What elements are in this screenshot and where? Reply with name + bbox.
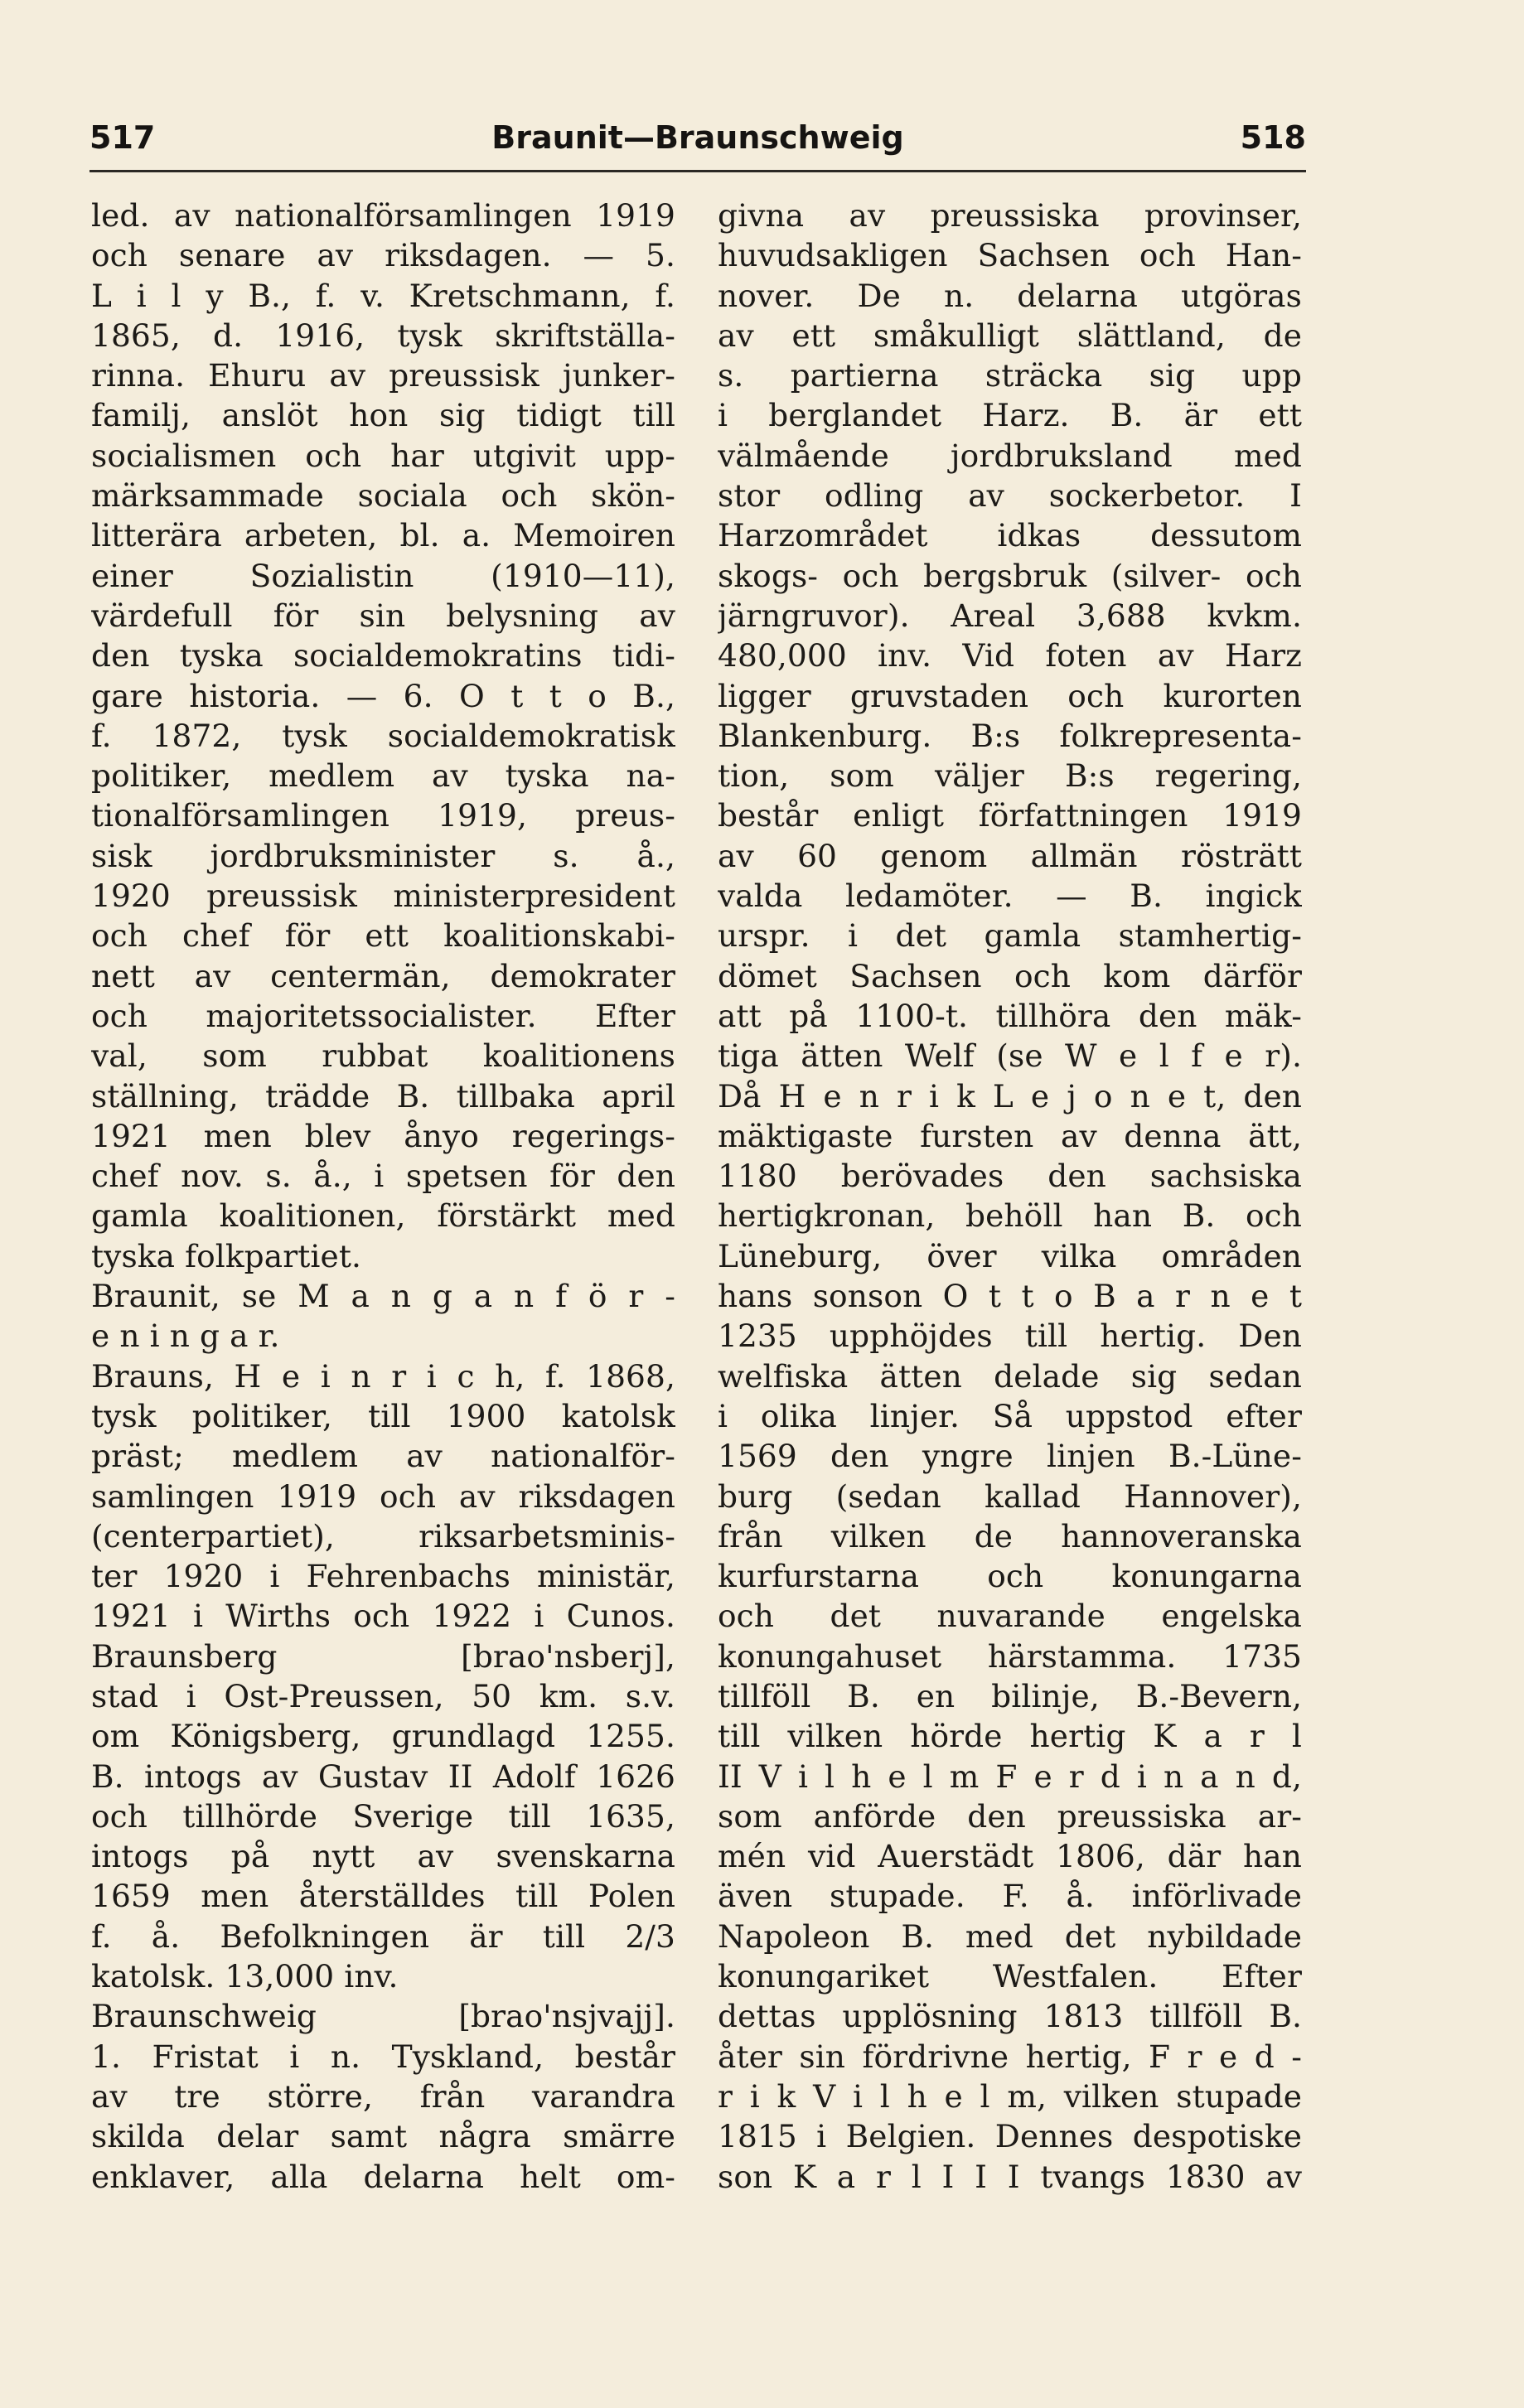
right-column-line: son K a r l I I I tvangs 1830 av (718, 2158, 1302, 2195)
right-column-line: stor odling av sockerbetor. I (718, 477, 1302, 515)
right-column-line: som anförde den preussiska ar- (718, 1797, 1302, 1835)
right-column-line: 1235 upphöjdes till hertig. Den (718, 1318, 1302, 1355)
right-column-line: 1569 den yngre linjen B.-Lüne- (718, 1438, 1302, 1475)
right-column-line: från vilken de hannoveranska (718, 1517, 1302, 1555)
left-column-line: einer Sozialistin (1910—11), (91, 557, 675, 594)
left-column-line: Braunit, se M a n g a n f ö r - (91, 1278, 675, 1315)
right-column-line: Harzområdet idkas dessutom (718, 517, 1302, 554)
left-column-line: rinna. Ehuru av preussisk junker- (91, 357, 675, 394)
left-column-line: intogs på nytt av svenskarna (91, 1838, 675, 1875)
right-column-line: mäktigaste fursten av denna ätt, (718, 1117, 1302, 1154)
right-column-line: konungahuset härstamma. 1735 (718, 1637, 1302, 1675)
right-column-line: dettas upplösning 1813 tillföll B. (718, 1998, 1302, 2035)
left-column-line: familj, anslöt hon sig tidigt till (91, 397, 675, 434)
right-column (718, 196, 1302, 2197)
right-column-line: järngruvor). Areal 3,688 kvkm. (718, 597, 1302, 634)
right-column-line: welfiska ätten delade sig sedan (718, 1357, 1302, 1395)
left-column-line: 1865, d. 1916, tysk skriftställa- (91, 317, 675, 354)
right-column-line: består enligt författningen 1919 (718, 797, 1302, 834)
right-column-line: mén vid Auerstädt 1806, där han (718, 1838, 1302, 1875)
right-column-line: att på 1100-t. tillhöra den mäk- (718, 997, 1302, 1034)
right-column-line: burg (sedan kallad Hannover), (718, 1477, 1302, 1515)
left-column-line: och senare av riksdagen. — 5. (91, 237, 675, 274)
right-column-line: ligger gruvstaden och kurorten (718, 677, 1302, 714)
left-column-line: om Königsberg, grundlagd 1255. (91, 1718, 675, 1755)
left-column-line: värdefull för sin belysning av (91, 597, 675, 634)
right-column-line: av ett småkulligt slättland, de (718, 317, 1302, 354)
left-column-line: katolsk. 13,000 inv. (91, 1958, 399, 1995)
left-column-line: sisk jordbruksminister s. å., (91, 837, 675, 874)
left-column-line: politiker, medlem av tyska na- (91, 757, 675, 795)
right-column-line: dömet Sachsen och kom därför (718, 957, 1302, 994)
left-column-line: och chef för ett koalitionskabi- (91, 917, 675, 955)
left-column-line: tionalförsamlingen 1919, preus- (91, 797, 675, 834)
right-column-line: 480,000 inv. Vid foten av Harz (718, 637, 1302, 675)
right-column-line: Blankenburg. B:s folkrepresenta- (718, 717, 1302, 754)
left-page-number: 517 (90, 119, 156, 156)
right-column-line: även stupade. F. å. införlivade (718, 1878, 1302, 1915)
left-column-line: B. intogs av Gustav II Adolf 1626 (91, 1758, 675, 1795)
left-column-line: gare historia. — 6. O t t o B., (91, 677, 675, 714)
right-column-line: tion, som väljer B:s regering, (718, 757, 1302, 795)
left-column-line: samlingen 1919 och av riksdagen (91, 1477, 675, 1515)
right-column-line: 1815 i Belgien. Dennes despotiske (718, 2118, 1302, 2155)
right-column-line: av 60 genom allmän rösträtt (718, 837, 1302, 874)
left-column-line: skilda delar samt några smärre (91, 2118, 675, 2155)
right-column-line: i berglandet Harz. B. är ett (718, 397, 1302, 434)
left-column-line: litterära arbeten, bl. a. Memoiren (91, 517, 675, 554)
left-column (91, 196, 675, 2197)
left-column-line: präst; medlem av nationalför- (91, 1438, 675, 1475)
left-column-line: e n i n g a r. (91, 1318, 280, 1355)
left-column-line: 1921 i Wirths och 1922 i Cunos. (91, 1598, 675, 1635)
right-column-line: II V i l h e l m F e r d i n a n d, (718, 1758, 1302, 1795)
left-column-line: 1659 men återställdes till Polen (91, 1878, 675, 1915)
left-column-line: av tre större, från varandra (91, 2077, 675, 2115)
left-column-line: f. 1872, tysk socialdemokratisk (91, 717, 675, 754)
right-column-line: urspr. i det gamla stamhertig- (718, 917, 1302, 955)
right-column-line: r i k V i l h e l m, vilken stupade (718, 2077, 1302, 2115)
left-column-line: ställning, trädde B. tillbaka april (91, 1077, 675, 1115)
right-column-line: välmående jordbruksland med (718, 437, 1302, 474)
left-column-line: socialismen och har utgivit upp- (91, 437, 675, 474)
left-column-line: märksammade sociala och skön- (91, 477, 675, 515)
left-column-line: Brauns, H e i n r i c h, f. 1868, (91, 1357, 675, 1395)
right-column-line: givna av preussiska provinser, (718, 197, 1302, 234)
running-header (90, 112, 1306, 163)
left-column-line: L i l y B., f. v. Kretschmann, f. (91, 277, 675, 314)
right-column-line: till vilken hörde hertig K a r l (718, 1718, 1302, 1755)
left-column-line: och majoritetssocialister. Efter (91, 997, 675, 1034)
right-column-line: s. partierna sträcka sig upp (718, 357, 1302, 394)
right-column-line: 1180 berövades den sachsiska (718, 1158, 1302, 1195)
right-column-line: konungariket Westfalen. Efter (718, 1958, 1302, 1995)
left-column-line: val, som rubbat koalitionens (91, 1037, 675, 1075)
right-column-line: kurfurstarna och konungarna (718, 1558, 1302, 1595)
left-column-line: den tyska socialdemokratins tidi- (91, 637, 675, 675)
right-column-line: tiga ätten Welf (se W e l f e r). (718, 1037, 1302, 1075)
left-column-line: gamla koalitionen, förstärkt med (91, 1197, 675, 1235)
right-column-line: Lüneburg, över vilka områden (718, 1237, 1302, 1274)
left-column-line: Braunschweig [brao'nsjvajj]. (91, 1998, 675, 2035)
header-title: Braunit—Braunschweig (491, 119, 904, 156)
right-column-line: Då H e n r i k L e j o n e t, den (718, 1077, 1302, 1115)
left-column-line: chef nov. s. å., i spetsen för den (91, 1158, 675, 1195)
right-column-line: huvudsakligen Sachsen och Han- (718, 237, 1302, 274)
right-column-line: hans sonson O t t o B a r n e t (718, 1278, 1302, 1315)
right-column-line: nover. De n. delarna utgöras (718, 277, 1302, 314)
left-column-line: tyska folkpartiet. (91, 1237, 362, 1274)
right-column-line: tillföll B. en bilinje, B.-Bevern, (718, 1677, 1302, 1714)
left-column-line: 1921 men blev ånyo regerings- (91, 1117, 675, 1154)
right-column-line: åter sin fördrivne hertig, F r e d - (718, 2038, 1302, 2075)
right-column-line: i olika linjer. Så uppstod efter (718, 1397, 1302, 1434)
right-column-line: skogs- och bergsbruk (silver- och (718, 557, 1302, 594)
left-column-line: (centerpartiet), riksarbetsminis- (91, 1517, 675, 1555)
header-rule (90, 170, 1306, 172)
left-column-line: 1. Fristat i n. Tyskland, består (91, 2038, 675, 2075)
right-page-number: 518 (1240, 119, 1306, 156)
left-column-line: nett av centermän, demokrater (91, 957, 675, 994)
left-column-line: och tillhörde Sverige till 1635, (91, 1797, 675, 1835)
left-column-line: enklaver, alla delarna helt om- (91, 2158, 675, 2195)
left-column-line: ter 1920 i Fehrenbachs ministär, (91, 1558, 675, 1595)
left-column-line: stad i Ost-Preussen, 50 km. s.v. (91, 1677, 675, 1714)
right-column-line: Napoleon B. med det nybildade (718, 1917, 1302, 1955)
left-column-line: tysk politiker, till 1900 katolsk (91, 1397, 675, 1434)
left-column-line: 1920 preussisk ministerpresident (91, 878, 675, 915)
left-column-line: Braunsberg [brao'nsberj], (91, 1637, 675, 1675)
right-column-line: hertigkronan, behöll han B. och (718, 1197, 1302, 1235)
right-column-line: valda ledamöter. — B. ingick (718, 878, 1302, 915)
left-column-line: f. å. Befolkningen är till 2/3 (91, 1917, 675, 1955)
right-column-line: och det nuvarande engelska (718, 1598, 1302, 1635)
left-column-line: led. av nationalförsamlingen 1919 (91, 197, 675, 234)
